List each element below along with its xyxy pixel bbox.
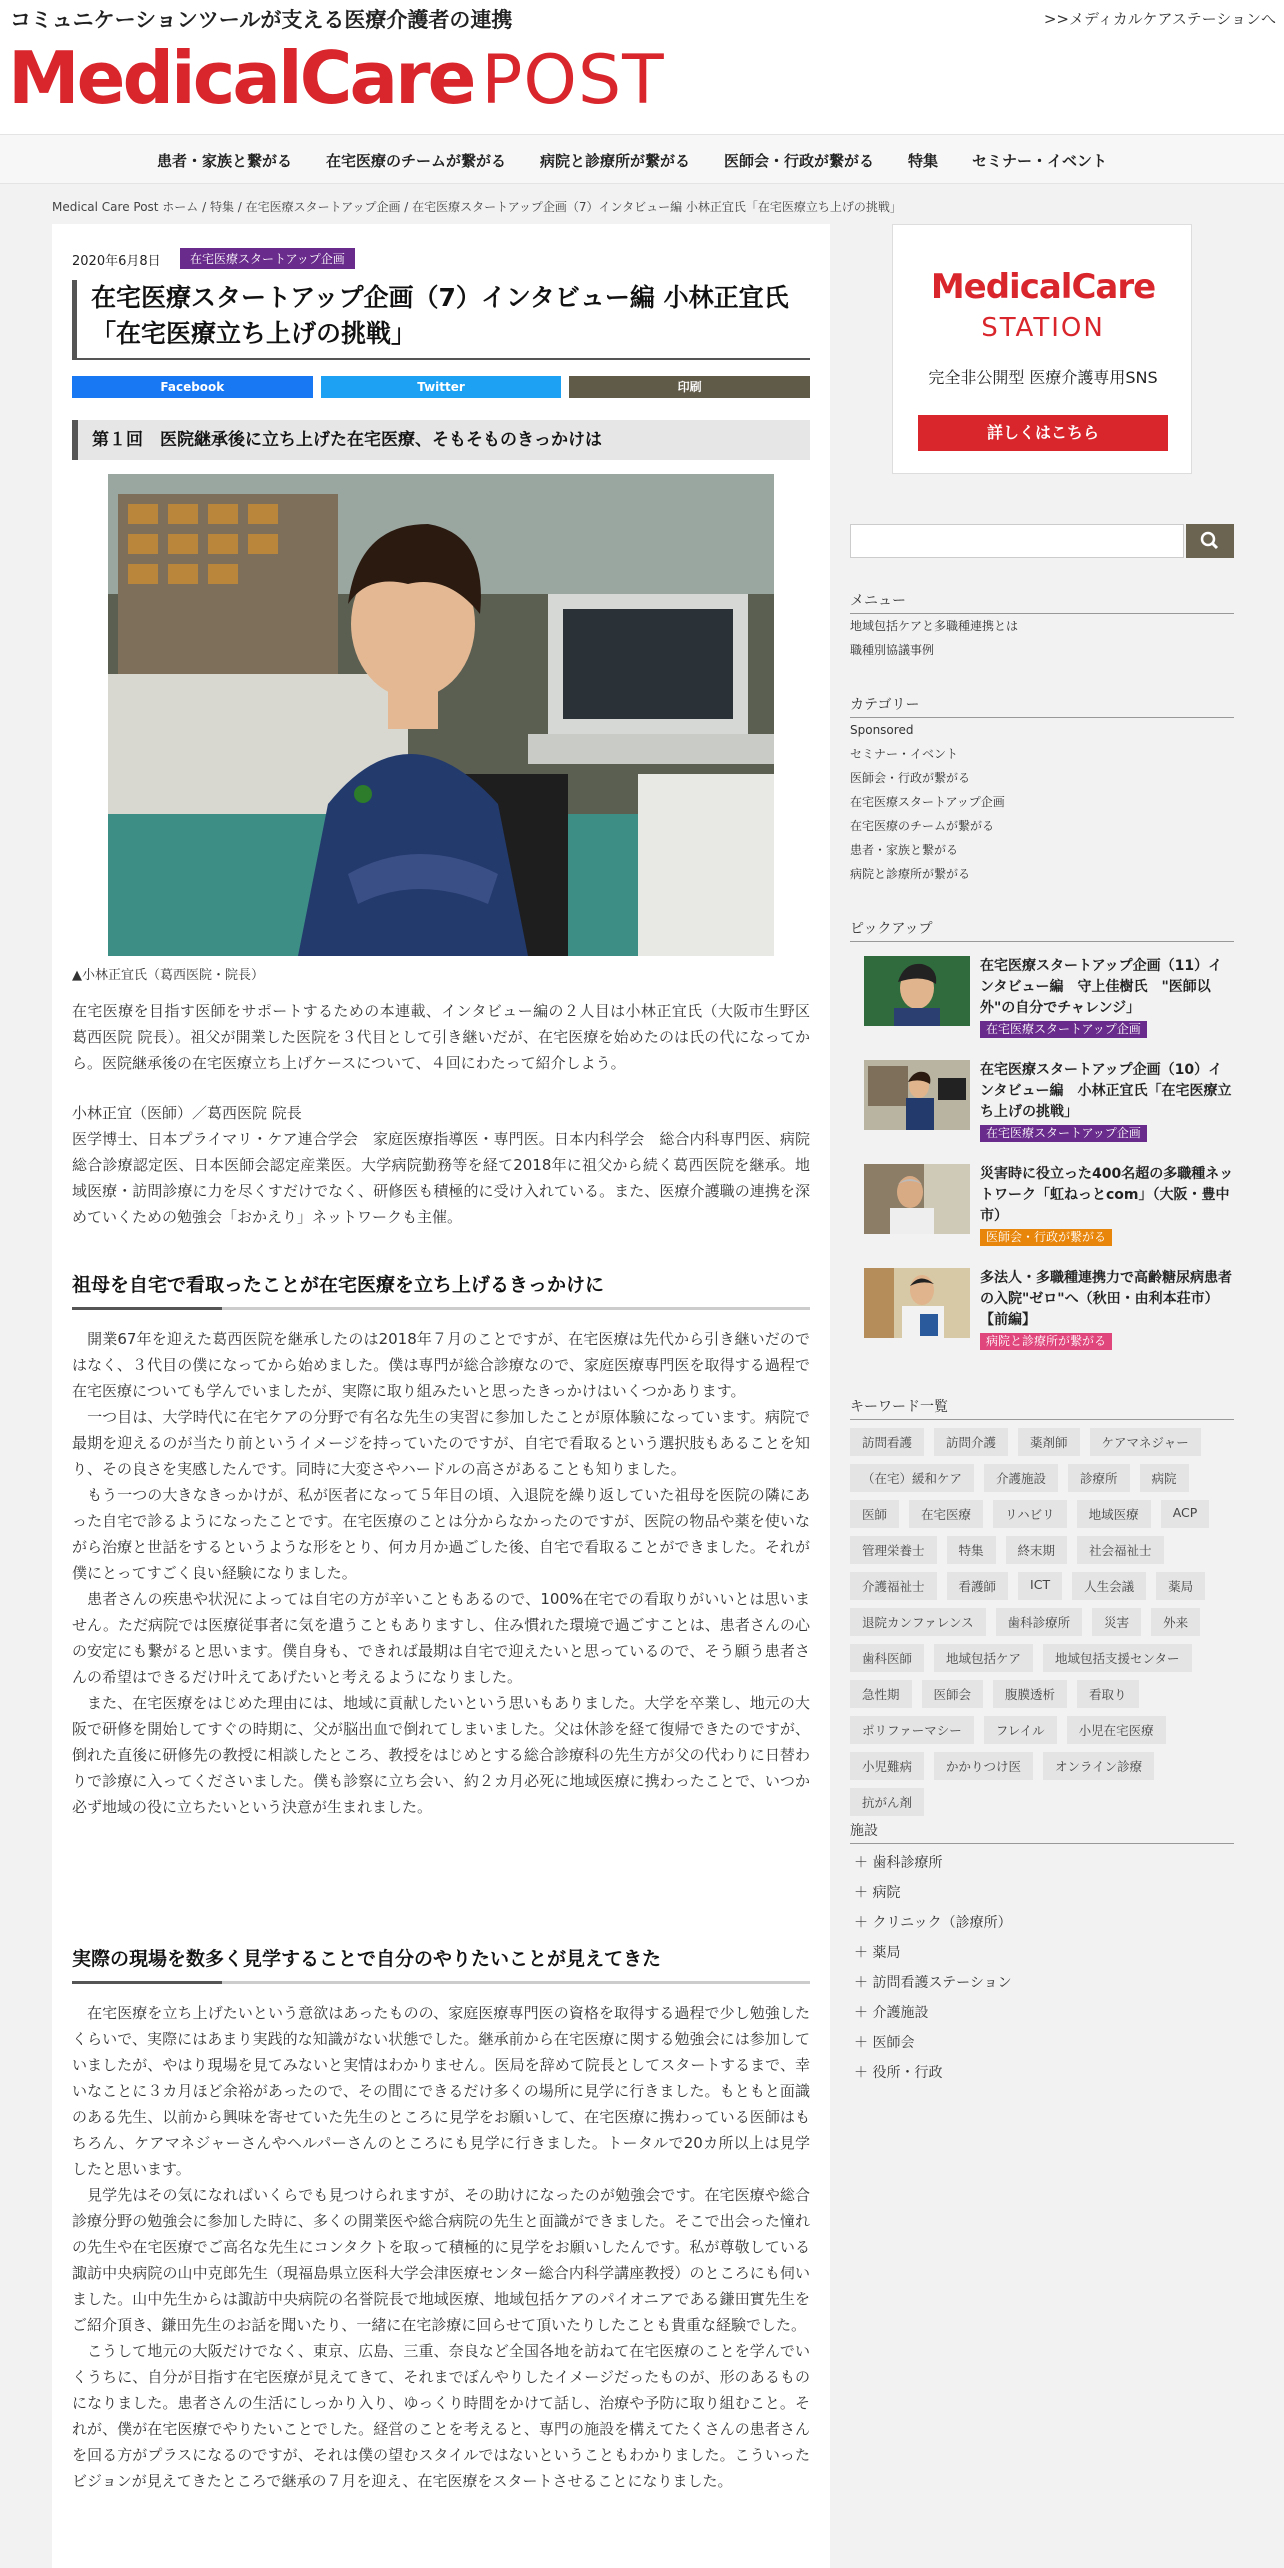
keyword-tag[interactable]: 管理栄養士: [850, 1536, 937, 1564]
pickup-thumbnail: [864, 1164, 970, 1234]
keyword-tag[interactable]: オンライン診療: [1043, 1752, 1154, 1780]
facility-item[interactable]: ＋ 病院: [854, 1885, 901, 1901]
site-logo[interactable]: [8, 36, 665, 120]
keyword-tag[interactable]: 診療所: [1068, 1464, 1130, 1492]
pickup-title: 在宅医療スタートアップ企画（10）インタビュー編 小林正宜氏「在宅医療立ち上げの挑戦」 在宅医療スタートアップ企画: [980, 1062, 1232, 1140]
keyword-tag[interactable]: 医師会: [922, 1680, 984, 1708]
menu-heading: メニュー: [850, 590, 1234, 614]
pickup-thumbnail: [864, 1060, 970, 1130]
station-ad-banner[interactable]: [892, 224, 1192, 474]
ad-logo-main: MedicalCare: [930, 267, 1156, 307]
keyword-tag[interactable]: 社会福祉士: [1077, 1536, 1164, 1564]
keyword-tag[interactable]: 小児難病: [850, 1752, 924, 1780]
category-heading: カテゴリー: [850, 694, 1234, 718]
ad-logo-station: STATION: [981, 313, 1105, 343]
pickup-item[interactable]: [864, 1164, 1234, 1244]
search-form: [850, 524, 1234, 558]
section-heading-1: 祖母を自宅で看取ったことが在宅医療を立ち上げるきっかけに: [72, 1270, 810, 1310]
keyword-tag[interactable]: 薬局: [1156, 1572, 1205, 1600]
keyword-tag[interactable]: ポリファーマシー: [850, 1716, 974, 1744]
keyword-tag[interactable]: ACP: [1161, 1500, 1210, 1528]
keyword-tag[interactable]: 災害: [1092, 1608, 1141, 1636]
pickup-heading: ピックアップ: [850, 918, 1234, 942]
nav-item-special[interactable]: 特集: [908, 151, 939, 170]
pickup-item[interactable]: [864, 1268, 1234, 1348]
keyword-tag[interactable]: 訪問看護: [850, 1428, 924, 1456]
logo-post: POST: [481, 41, 665, 120]
section-heading-2: 実際の現場を数多く見学することで自分のやりたいことが見えてきた: [72, 1944, 810, 1984]
category-badge[interactable]: 在宅医療スタートアップ企画: [180, 248, 355, 269]
keyword-tag[interactable]: 訪問介護: [934, 1428, 1008, 1456]
menu-item[interactable]: 地域包括ケアと多職種連携とは: [850, 619, 1019, 633]
category-item[interactable]: 医師会・行政が繋がる: [850, 771, 971, 785]
ad-details-button[interactable]: 詳しくはこちら: [918, 415, 1168, 451]
breadcrumb[interactable]: Medical Care Post ホーム / 特集 / 在宅医療スタートアップ企画 / 在宅医療スタートアップ企画（7）インタビュー編 小林正宜氏「在宅医療立ち上げの挑戦」: [52, 200, 902, 214]
section-1-body: 開業67年を迎えた葛西医院を継承したのは2018年７月のことですが、在宅医療は先代から引き継いだのではなく、３代目の僕になってから始めました。僕は専門が総合診療なので、家庭医療専門医を取得する過程で在宅医療についても学んでいましたが、実際に取り組みたいと思ったきっかけはいくつかあります。 一つ目は、大学時代に在宅ケアの分野で有名な先生の実習に参加したことが原体験になっています。病院で最期を迎えるのが当たり前というイメージを持っていたのですが、自宅で看取るという選択肢もあることを知り、その良さを実感したんです。同時に大変さやハードルの高さがあることも知りました。 もう一つの大きなきっかけが、私が医者になって５年目の頃、入退院を繰り返していた祖母を医院の隣にあった自宅で診るようになったことです。在宅医療のことは分からなかったのですが、医院の物品や薬を使いながら治療と世話をするというような形をとり、何カ月か過ごした後、自宅で看取ることができました。それが僕にとってすごく良い経験になりました。 患者さんの疾患や状況によっては自宅の方が辛いこともあるので、100%在宅での看取りがいいとは思いません。ただ病院では医療従事者に気を遣うこともありますし、住み慣れた環境で過ごすことは、患者さんの心の安定にも繋がると思います。僕自身も、できれば最期は自宅で迎えたいと思っているので、そう願う患者さんの希望はできるだけ叶えてあげたいと考えるようになりました。 また、在宅医療をはじめた理由には、地域に貢献したいという思いもありました。大学を卒業し、地元の大阪で研修を開始してすぐの時期に、父が脳出血で倒れてしまいました。父は休診を経て復帰できたのですが、倒れた直後に研修先の教授に相談したところ、教授をはじめとする総合診療科の先生方が父の代わりに日替わりで診療に入ってくださいました。僕も診察に立ち会い、約２カ月必死に地域医療に携わったことで、いつか必ず地域の役に立ちたいという決意が生まれました。: [72, 1330, 810, 1816]
doctor-photo-illustration: [108, 474, 774, 956]
keyword-tag[interactable]: 介護福祉士: [850, 1572, 937, 1600]
keyword-tag[interactable]: 看護師: [947, 1572, 1009, 1600]
keyword-tag[interactable]: 人生会議: [1072, 1572, 1146, 1600]
pickup-title: 災害時に役立った400名超の多職種ネットワーク「虹ねっとcom」（大阪・豊中市） 医師会・行政が繋がる: [980, 1166, 1234, 1244]
category-item[interactable]: 在宅医療のチームが繋がる: [850, 819, 995, 833]
facility-item[interactable]: ＋ 役所・行政: [854, 2065, 943, 2081]
article-photo: [108, 474, 774, 956]
pickup-tag[interactable]: 在宅医療スタートアップ企画: [980, 1021, 1147, 1038]
site-header: [0, 0, 1284, 132]
keyword-tag[interactable]: 退院カンファレンス: [850, 1608, 986, 1636]
keyword-tag[interactable]: 歯科診療所: [996, 1608, 1083, 1636]
keyword-tag[interactable]: 特集: [947, 1536, 996, 1564]
intro-paragraph: 在宅医療を目指す医師をサポートするための本連載、インタビュー編の２人目は小林正宜氏（大阪市生野区 葛西医院 院長）。祖父が開業した医院を３代目として引き継いだが、在宅医療を始めたのは氏の代になってから。医院継承後の在宅医療立ち上げケースについて、４回にわたって紹介しよう。: [72, 1002, 810, 1072]
keyword-tag[interactable]: ケアマネジャー: [1090, 1428, 1201, 1456]
keyword-tag[interactable]: 抗がん剤: [850, 1788, 924, 1816]
chapter-heading: 第１回 医院継承後に立ち上げた在宅医療、そもそものきっかけは: [72, 420, 810, 460]
pickup-tag[interactable]: 在宅医療スタートアップ企画: [980, 1125, 1147, 1142]
article-date: 2020年6月8日: [72, 254, 161, 269]
keyword-tag[interactable]: 腹膜透析: [993, 1680, 1067, 1708]
keyword-tag[interactable]: 介護施設: [984, 1464, 1058, 1492]
ad-description: 完全非公開型 医療介護専用SNS: [928, 368, 1158, 387]
category-item[interactable]: Sponsored: [850, 723, 914, 737]
menu-item[interactable]: 職種別協議事例: [850, 643, 935, 657]
station-link[interactable]: >>メディカルケアステーションへ: [1043, 10, 1276, 28]
keyword-tag[interactable]: 地域医療: [1077, 1500, 1151, 1528]
facility-item[interactable]: ＋ 介護施設: [854, 2005, 929, 2021]
category-item[interactable]: 患者・家族と繋がる: [850, 843, 959, 857]
facebook-share-button[interactable]: Facebook: [72, 376, 313, 398]
article-title: 在宅医療スタートアップ企画（7）インタビュー編 小林正宜氏「在宅医療立ち上げの挑戦」: [72, 280, 810, 360]
facility-item[interactable]: ＋ 薬局: [854, 1945, 901, 1961]
pickup-item[interactable]: [864, 1060, 1234, 1140]
print-button[interactable]: 印刷: [569, 376, 810, 398]
category-item[interactable]: 病院と診療所が繋がる: [850, 867, 971, 881]
pickup-title: 在宅医療スタートアップ企画（11）インタビュー編 守上佳樹氏 "医師以外"の自分でチャレンジ」 在宅医療スタートアップ企画: [980, 958, 1223, 1036]
pickup-thumbnail: [864, 956, 970, 1026]
category-item[interactable]: 在宅医療スタートアップ企画: [850, 795, 1005, 809]
facility-item[interactable]: ＋ 歯科診療所: [854, 1855, 943, 1871]
facility-heading: 施設: [850, 1820, 1234, 1844]
search-input[interactable]: [850, 524, 1184, 558]
nav-item-seminar[interactable]: セミナー・イベント: [972, 151, 1108, 170]
keyword-tag[interactable]: 薬剤師: [1018, 1428, 1080, 1456]
keyword-tag[interactable]: リハビリ: [993, 1500, 1067, 1528]
keyword-tag[interactable]: ICT: [1018, 1572, 1062, 1600]
section-2-body: 在宅医療を立ち上げたいという意欲はあったものの、家庭医療専門医の資格を取得する過程で少し勉強したくらいで、実際にはあまり実践的な知識がない状態でした。継承前から在宅医療に関する勉強会には参加していましたが、やはり現場を見てみないと実情はわかりません。医局を辞めて院長としてスタートするまで、幸いなことに３カ月ほど余裕があったので、その間にできるだけ多くの場所に見学に行きました。もともと面識のある先生、以前から興味を寄せていた先生のところに見学をお願いして、在宅医療に携わっている医師はもちろん、ケアマネジャーさんやヘルパーさんのところにも見学に行きました。トータルで20カ所以上は見学したと思います。 見学先はその気になればいくらでも見つけられますが、その助けになったのが勉強会です。在宅医療や総合診療分野の勉強会に参加した時に、多くの開業医や総合病院の先生と面識ができました。そこで出会った憧れの先生や在宅医療でご高名な先生にコンタクトを取って積極的に見学をお願いしたんです。私が尊敬している諏訪中央病院の山中克郎先生（現福島県立医科大学会津医療センター総合内科学講座教授）のところにも伺いました。山中先生からは諏訪中央病院の名誉院長で地域医療、地域包括ケアのパイオニアである鎌田實先生をご紹介頂き、鎌田先生のお話を聞いたり、一緒に在宅診療に回らせて頂いたりしたことも貴重な経験でした。 こうして地元の大阪だけでなく、東京、広島、三重、奈良など全国各地を訪ねて在宅医療のことを学んでいくうちに、自分が目指す在宅医療が見えてきて、それまでぼんやりしたイメージだったものが、形のあるものになりました。患者さんの生活にしっかり入り、ゆっくり時間をかけて話し、治療や予防に取り組むこと。それが、僕が在宅医療でやりたいことでした。経営のことを考えると、専門の施設を構えてたくさんの患者さんを回る方がプラスになるのですが、それは僕の望むスタイルではないということもわかりました。こういったビジョンが見えてきたところで継承の７月を迎え、在宅医療をスタートさせることになりました。: [72, 2004, 810, 2490]
global-nav: [0, 134, 1284, 184]
search-icon: [1186, 524, 1234, 558]
pickup-tag[interactable]: 医師会・行政が繋がる: [980, 1229, 1112, 1246]
keyword-tag[interactable]: 急性期: [850, 1680, 912, 1708]
search-button[interactable]: [1186, 524, 1234, 558]
pickup-item[interactable]: [864, 956, 1234, 1036]
keyword-tag[interactable]: 外来: [1151, 1608, 1200, 1636]
keyword-tag[interactable]: 医師: [850, 1500, 899, 1528]
keyword-tag[interactable]: 地域包括支援センター: [1043, 1644, 1192, 1672]
keyword-tag[interactable]: 歯科医師: [850, 1644, 924, 1672]
keyword-heading: キーワード一覧: [850, 1396, 1234, 1420]
site-tagline: コミュニケーションツールが支える医療介護者の連携: [10, 8, 513, 32]
nav-item-patients[interactable]: 患者・家族と繋がる: [156, 151, 292, 170]
facility-item[interactable]: ＋ 医師会: [854, 2035, 915, 2051]
article: [52, 224, 830, 2568]
twitter-share-button[interactable]: Twitter: [321, 376, 562, 398]
facility-item[interactable]: ＋ 訪問看護ステーション: [854, 1975, 1012, 1991]
keyword-tag[interactable]: 小児在宅医療: [1067, 1716, 1166, 1744]
nav-item-home-care-team[interactable]: 在宅医療のチームが繋がる: [325, 151, 506, 170]
photo-caption: ▲小林正宜氏（葛西医院・院長）: [72, 968, 264, 983]
facility-item[interactable]: ＋ クリニック（診療所）: [854, 1915, 1012, 1931]
keyword-tag[interactable]: 在宅医療: [909, 1500, 983, 1528]
pickup-tag[interactable]: 病院と診療所が繋がる: [980, 1333, 1112, 1350]
nav-item-hospital-clinic[interactable]: 病院と診療所が繋がる: [539, 151, 690, 170]
keyword-tag[interactable]: 地域包括ケア: [934, 1644, 1033, 1672]
keyword-tag[interactable]: 看取り: [1077, 1680, 1139, 1708]
share-buttons: [72, 376, 810, 398]
keyword-tag[interactable]: （在宅）緩和ケア: [850, 1464, 974, 1492]
keyword-tag[interactable]: フレイル: [984, 1716, 1057, 1744]
pickup-thumbnail: [864, 1268, 970, 1338]
profile-paragraph: 小林正宜（医師）／葛西医院 院長 医学博士、日本プライマリ・ケア連合学会 家庭医療指導医・専門医。日本内科学会 総合内科専門医、病院総合診療認定医、日本医師会認定産業医。大学病院勤務等を経て2018年に祖父から続く葛西医院を継承。地域医療・訪問診療に力を尽くすだけでなく、研修医も積極的に受け入れている。また、医療介護職の連携を深めていくための勉強会「おかえり」ネットワークも主催。: [72, 1104, 810, 1226]
keyword-tag[interactable]: かかりつけ医: [934, 1752, 1033, 1780]
keyword-cloud: [850, 1428, 1234, 1816]
logo-main: MedicalCare: [8, 36, 474, 120]
keyword-tag[interactable]: 終末期: [1006, 1536, 1068, 1564]
keyword-tag[interactable]: 病院: [1140, 1464, 1189, 1492]
pickup-title: 多法人・多職種連携力で高齢糖尿病患者の入院"ゼロ"へ（秋田・由利本荘市）【前編】 病院と診療所が繋がる: [980, 1270, 1232, 1348]
category-item[interactable]: セミナー・イベント: [850, 747, 959, 761]
nav-item-medical-association[interactable]: 医師会・行政が繋がる: [724, 151, 875, 170]
